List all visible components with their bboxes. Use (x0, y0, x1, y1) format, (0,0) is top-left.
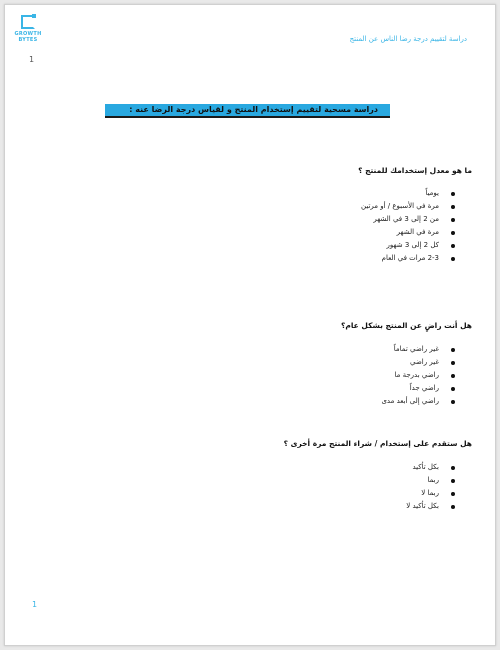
document-title: دراسة مسحية لتقييم إستخدام المنتج و لقياس درجة الرضا عنه : (129, 105, 378, 114)
list-item: بكل تأكيد (406, 461, 457, 474)
page-number-bottom: 1 (32, 600, 38, 609)
list-item: يومياً (361, 187, 457, 200)
list-item: غير راضي (381, 356, 457, 369)
list-item: راضي جداً (381, 382, 457, 395)
question-3-options (406, 461, 457, 513)
question-1-options (361, 187, 457, 265)
page-header: دراسة لتقييم درجة رضا الناس عن المنتج (349, 35, 467, 43)
logo-text-line1: GROWTH (14, 31, 42, 37)
question-2-options (381, 343, 457, 408)
document-page (4, 4, 496, 646)
logo-icon (21, 15, 35, 29)
title-banner (105, 104, 390, 118)
list-item: مرة في الشهر (361, 226, 457, 239)
list-item: 2-3 مرات في العام (361, 252, 457, 265)
question-1: ما هو معدل إستخدامك للمنتج ؟ (358, 166, 472, 175)
list-item: راضي إلى أبعد مدى (381, 395, 457, 408)
page-number-top: 1 (29, 55, 35, 64)
growth-bytes-logo (13, 15, 43, 43)
list-item: ربما لا (406, 487, 457, 500)
list-item: غير راضي تماماً (381, 343, 457, 356)
logo-text-line2: BYTES (18, 37, 38, 43)
list-item: بكل تأكيد لا (406, 500, 457, 513)
list-item: كل 2 إلى 3 شهور (361, 239, 457, 252)
question-2: هل أنت راضٍ عن المنتج بشكل عام؟ (341, 321, 472, 330)
question-3: هل ستقدم على إستخدام / شراء المنتج مرة أخرى ؟ (283, 439, 472, 448)
list-item: مرة في الأسبوع / أو مرتين (361, 200, 457, 213)
list-item: راضي بدرجة ما (381, 369, 457, 382)
list-item: ربما (406, 474, 457, 487)
list-item: من 2 إلى 3 في الشهر (361, 213, 457, 226)
